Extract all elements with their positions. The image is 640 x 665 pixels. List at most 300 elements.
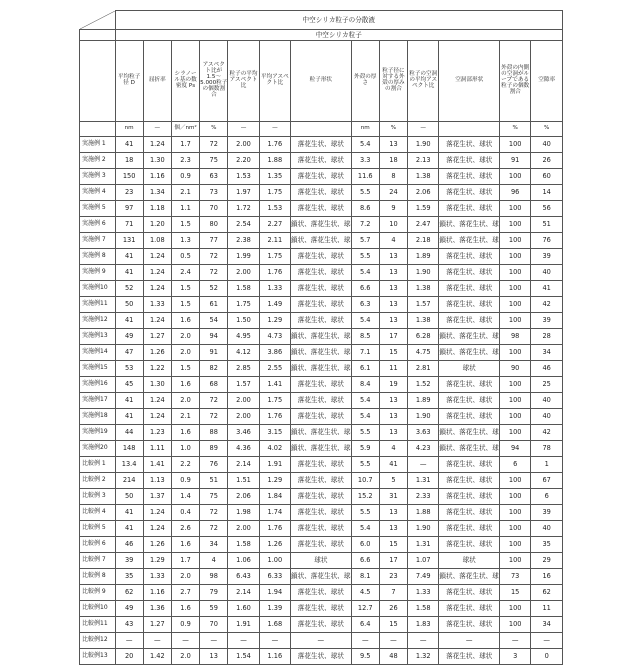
table-cell: 落花生状、球状 (439, 153, 500, 169)
row-label: 比較例 6 (80, 537, 116, 553)
table-cell: 鎖状、落花生状、球状 (291, 217, 352, 233)
table-cell: 1.16 (143, 585, 171, 601)
table-cell: 1.41 (259, 377, 290, 393)
table-cell: 80 (200, 217, 228, 233)
table-cell: 5.9 (351, 441, 379, 457)
column-unit: % (200, 122, 228, 137)
table-cell: 5.4 (351, 393, 379, 409)
table-cell: 1.59 (408, 201, 439, 217)
table-cell: — (291, 633, 352, 649)
table-row (80, 345, 563, 361)
table-row (80, 297, 563, 313)
table-cell: — (143, 633, 171, 649)
table-cell: — (408, 457, 439, 473)
table-cell: 12.7 (351, 601, 379, 617)
table-cell: 100 (500, 201, 531, 217)
table-cell: 14 (531, 185, 563, 201)
table-cell: 100 (500, 489, 531, 505)
table-cell: 2.13 (408, 153, 439, 169)
table-cell: — (171, 633, 199, 649)
table-cell: 1.5 (171, 281, 199, 297)
table-cell: 1.29 (259, 473, 290, 489)
table-cell: 5.5 (351, 185, 379, 201)
table-cell: 1.16 (143, 169, 171, 185)
table-cell: 13 (379, 137, 407, 153)
table-cell: 落花生状、球状 (439, 617, 500, 633)
column-header: 外殻の内側の空洞がループである粒子の個数割合 (500, 41, 531, 122)
table-row (80, 185, 563, 201)
column-unit (439, 122, 500, 137)
table-cell: 落花生状、球状 (291, 409, 352, 425)
column-header: アスペクト比が1.5〜5.000粒子の個数割合 (200, 41, 228, 122)
table-cell: 62 (531, 585, 563, 601)
table-row (80, 569, 563, 585)
table-cell: 1.76 (259, 409, 290, 425)
table-cell: 1.18 (143, 201, 171, 217)
table-row (80, 441, 563, 457)
table-cell: 1.24 (143, 521, 171, 537)
table-cell: 5.4 (351, 521, 379, 537)
table-cell: 6.3 (351, 297, 379, 313)
table-cell: 41 (115, 393, 143, 409)
table-cell: 10 (379, 217, 407, 233)
table-cell: 1.24 (143, 265, 171, 281)
table-cell: 72 (200, 505, 228, 521)
table-cell: 150 (115, 169, 143, 185)
table-cell: 落花生状、球状 (291, 169, 352, 185)
table-cell: 1.90 (408, 137, 439, 153)
table-cell: 6.28 (408, 329, 439, 345)
table-row (80, 393, 563, 409)
table-cell: 1.42 (143, 649, 171, 665)
row-label: 比較例12 (80, 633, 116, 649)
table-cell: 落花生状、球状 (439, 393, 500, 409)
table-cell: 45 (115, 377, 143, 393)
table-cell: 球状 (439, 553, 500, 569)
table-cell: 落花生状、球状 (291, 313, 352, 329)
row-label: 比較例 2 (80, 473, 116, 489)
table-cell: 8.4 (351, 377, 379, 393)
table-cell: 2.0 (171, 393, 199, 409)
table-cell: 29 (531, 553, 563, 569)
table-cell: 13 (379, 281, 407, 297)
row-label: 実施例 3 (80, 169, 116, 185)
table-cell: 1.83 (408, 617, 439, 633)
table-row (80, 377, 563, 393)
table-cell: 41 (115, 249, 143, 265)
table-cell: 落花生状、球状 (439, 489, 500, 505)
table-cell: 54 (200, 313, 228, 329)
table-cell: 1.76 (259, 521, 290, 537)
table-row (80, 521, 563, 537)
table-cell: 0.5 (171, 249, 199, 265)
table-cell: 61 (200, 297, 228, 313)
column-header: 屈折率 (143, 41, 171, 122)
table-cell: 1.36 (143, 601, 171, 617)
row-label: 実施例 6 (80, 217, 116, 233)
row-label: 実施例18 (80, 409, 116, 425)
corner-spacer (80, 41, 116, 122)
table-cell: 4 (379, 441, 407, 457)
table-cell: 72 (200, 249, 228, 265)
row-label: 比較例 9 (80, 585, 116, 601)
table-cell: 6 (531, 489, 563, 505)
table-cell: 落花生状、球状 (291, 617, 352, 633)
table-cell: 0.4 (171, 505, 199, 521)
table-cell: 1.53 (259, 201, 290, 217)
table-cell: 13 (379, 393, 407, 409)
table-cell: 4.73 (259, 329, 290, 345)
table-cell: 4.95 (228, 329, 259, 345)
table-cell: 1.91 (228, 617, 259, 633)
row-label: 実施例 1 (80, 137, 116, 153)
table-cell: 2.00 (228, 521, 259, 537)
table-cell: 2.0 (171, 329, 199, 345)
column-unit: nm (351, 122, 379, 137)
table-cell: 1.5 (171, 361, 199, 377)
table-cell: 球状 (291, 553, 352, 569)
corner-diagonal-cell (80, 11, 116, 30)
table-cell: 1.20 (143, 217, 171, 233)
table-cell: 100 (500, 169, 531, 185)
table-cell: 77 (200, 233, 228, 249)
table-cell: 50 (115, 489, 143, 505)
table-cell: 41 (115, 313, 143, 329)
table-cell: 15.2 (351, 489, 379, 505)
table-cell: 1.24 (143, 313, 171, 329)
table-cell: 落花生状、球状 (291, 585, 352, 601)
table-cell: 2.00 (228, 137, 259, 153)
table-cell: 11.6 (351, 169, 379, 185)
table-cell: 5.7 (351, 233, 379, 249)
table-cell: 落花生状、球状 (439, 473, 500, 489)
table-cell: 1.30 (143, 377, 171, 393)
table-cell: 13 (379, 521, 407, 537)
row-label: 実施例 4 (80, 185, 116, 201)
table-cell: 70 (200, 201, 228, 217)
table-cell: 1.32 (408, 649, 439, 665)
table-cell: 39 (531, 313, 563, 329)
table-cell: 2.27 (259, 217, 290, 233)
table-row (80, 249, 563, 265)
group-title: 中空シリカ粒子 (115, 30, 562, 41)
table-cell: 落花生状、球状 (439, 409, 500, 425)
row-label: 比較例13 (80, 649, 116, 665)
table-cell: 40 (531, 265, 563, 281)
data-table (79, 10, 563, 665)
table-row (80, 505, 563, 521)
table-cell: 2.0 (171, 569, 199, 585)
table-cell: 1.49 (259, 297, 290, 313)
table-cell: 落花生状、球状 (291, 473, 352, 489)
table-cell: 6.43 (228, 569, 259, 585)
table-cell: 1.24 (143, 281, 171, 297)
table-cell: 1.58 (408, 601, 439, 617)
column-unit: 個／nm² (171, 122, 199, 137)
table-cell: 落花生状、球状 (291, 505, 352, 521)
table-cell: 2.06 (228, 489, 259, 505)
table-cell: 落花生状、球状 (439, 137, 500, 153)
column-unit: % (500, 122, 531, 137)
table-cell: 6.4 (351, 617, 379, 633)
row-label: 比較例 1 (80, 457, 116, 473)
table-cell: 1.27 (143, 329, 171, 345)
table-cell: 34 (531, 345, 563, 361)
table-cell: 1.26 (143, 345, 171, 361)
table-row (80, 601, 563, 617)
table-cell: 球状 (439, 361, 500, 377)
table-cell: 100 (500, 473, 531, 489)
table-cell: 15 (379, 617, 407, 633)
table-cell: 2.85 (228, 361, 259, 377)
column-unit: nm (115, 122, 143, 137)
table-cell: 鎖状、落花生状、球状 (291, 425, 352, 441)
table-cell: 23 (379, 569, 407, 585)
table-cell: 96 (500, 185, 531, 201)
table-cell: — (531, 633, 563, 649)
table-cell: 落花生状、球状 (291, 457, 352, 473)
table-cell: 1.23 (143, 425, 171, 441)
table-cell: 6 (500, 457, 531, 473)
table-cell: 落花生状、球状 (439, 649, 500, 665)
table-cell: 100 (500, 137, 531, 153)
table-cell: 2.54 (228, 217, 259, 233)
row-label: 実施例15 (80, 361, 116, 377)
table-row (80, 617, 563, 633)
table-cell: 88 (200, 425, 228, 441)
table-cell: 1.53 (228, 169, 259, 185)
table-cell: 100 (500, 265, 531, 281)
table-cell: 17 (379, 553, 407, 569)
table-cell: 鎖状、落花生状、球状 (439, 329, 500, 345)
table-cell: 落花生状、球状 (291, 649, 352, 665)
table-cell: 落花生状、球状 (291, 601, 352, 617)
table-cell: 2.18 (408, 233, 439, 249)
table-cell: 5.4 (351, 265, 379, 281)
table-cell: 94 (500, 441, 531, 457)
table-cell: 4.36 (228, 441, 259, 457)
table-cell: 13 (379, 409, 407, 425)
table-cell: 1.57 (408, 297, 439, 313)
row-label: 比較例11 (80, 617, 116, 633)
table-cell: 1.33 (259, 281, 290, 297)
table-cell: 1.75 (259, 249, 290, 265)
row-label: 実施例 9 (80, 265, 116, 281)
table-cell: 2.00 (228, 265, 259, 281)
table-cell: 1.26 (259, 537, 290, 553)
table-cell: 1.5 (171, 217, 199, 233)
table-cell: 7 (379, 585, 407, 601)
table-row (80, 313, 563, 329)
table-cell: 鎖状、落花生状、球状 (439, 217, 500, 233)
table-cell: 100 (500, 601, 531, 617)
table-cell: 4.12 (228, 345, 259, 361)
table-cell: 3.3 (351, 153, 379, 169)
corner-spacer (80, 122, 116, 137)
table-cell: 落花生状、球状 (439, 169, 500, 185)
table-cell: 1.00 (259, 553, 290, 569)
table-cell: 2.20 (228, 153, 259, 169)
table-cell: 15 (379, 537, 407, 553)
row-label: 実施例16 (80, 377, 116, 393)
table-cell: 2.81 (408, 361, 439, 377)
table-cell: 100 (500, 217, 531, 233)
table-cell: 1.75 (228, 297, 259, 313)
table-cell: 5.5 (351, 505, 379, 521)
table-cell: 落花生状、球状 (291, 393, 352, 409)
table-row (80, 265, 563, 281)
table-cell: 41 (379, 457, 407, 473)
table-cell: — (408, 633, 439, 649)
table-row (80, 649, 563, 665)
column-header: 粒子の平均アスペクト比 (228, 41, 259, 122)
table-cell: 39 (531, 249, 563, 265)
table-cell: 1.1 (171, 201, 199, 217)
table-row (80, 457, 563, 473)
table-cell: 2.2 (171, 457, 199, 473)
table-cell: 1.29 (259, 313, 290, 329)
table-cell: 0.9 (171, 473, 199, 489)
table-cell: 41 (115, 505, 143, 521)
table-cell: 2.0 (171, 345, 199, 361)
row-label: 実施例19 (80, 425, 116, 441)
table-cell: 1.76 (259, 265, 290, 281)
table-cell: 72 (200, 409, 228, 425)
table-cell: 1.11 (143, 441, 171, 457)
table-cell: 1.34 (143, 185, 171, 201)
table-cell: 1.58 (228, 537, 259, 553)
table-cell: 1.4 (171, 489, 199, 505)
table-cell: 落花生状、球状 (439, 585, 500, 601)
table-cell: 1.74 (259, 505, 290, 521)
column-header: 空洞部形状 (439, 41, 500, 122)
table-cell: 7.2 (351, 217, 379, 233)
table-cell: 79 (200, 585, 228, 601)
table-cell: 1.6 (171, 601, 199, 617)
table-cell: 落花生状、球状 (439, 537, 500, 553)
row-label: 比較例 5 (80, 521, 116, 537)
table-cell: 1.6 (171, 537, 199, 553)
table-cell: 11 (531, 601, 563, 617)
table-cell: 100 (500, 553, 531, 569)
table-row (80, 537, 563, 553)
table-cell: 72 (200, 393, 228, 409)
table-cell: 5.5 (351, 457, 379, 473)
table-cell: 15 (500, 585, 531, 601)
table-cell: 148 (115, 441, 143, 457)
table-cell: 39 (531, 505, 563, 521)
table-cell: 47 (115, 345, 143, 361)
table-cell: 34 (531, 617, 563, 633)
table-cell: 76 (531, 233, 563, 249)
table-cell: 1.97 (228, 185, 259, 201)
table-cell: 23 (115, 185, 143, 201)
table-cell: 1.24 (143, 393, 171, 409)
table-cell: 1.33 (143, 569, 171, 585)
table-cell: 1.58 (228, 281, 259, 297)
table-cell: 26 (531, 153, 563, 169)
table-cell: 40 (531, 409, 563, 425)
table-cell: — (228, 633, 259, 649)
table-row (80, 409, 563, 425)
table-cell: — (351, 633, 379, 649)
table-cell: 100 (500, 249, 531, 265)
table-cell: 1.84 (259, 489, 290, 505)
table-cell: 100 (500, 617, 531, 633)
table-cell: 1.98 (228, 505, 259, 521)
table-cell: 1.08 (143, 233, 171, 249)
table-cell: 46 (531, 361, 563, 377)
table-cell: 24 (379, 185, 407, 201)
table-row (80, 489, 563, 505)
table-cell: 0 (531, 649, 563, 665)
table-cell: 落花生状、球状 (439, 201, 500, 217)
table-cell: 鎖状、落花生状、球状 (439, 425, 500, 441)
table-cell: 1.94 (259, 585, 290, 601)
table-cell: 1.24 (143, 409, 171, 425)
table-cell: 1.37 (143, 489, 171, 505)
table-cell: 2.11 (259, 233, 290, 249)
table-cell: 4.02 (259, 441, 290, 457)
table-cell: 1.33 (143, 297, 171, 313)
table-cell: 19 (379, 377, 407, 393)
table-cell: 52 (115, 281, 143, 297)
table-cell: 落花生状、球状 (291, 185, 352, 201)
row-label: 実施例10 (80, 281, 116, 297)
table-cell: 1.6 (171, 313, 199, 329)
row-label: 実施例 7 (80, 233, 116, 249)
table-cell: 20 (115, 649, 143, 665)
table-cell: 1.5 (171, 297, 199, 313)
table-cell: 100 (500, 409, 531, 425)
table-cell: 1 (531, 457, 563, 473)
row-label: 比較例10 (80, 601, 116, 617)
table-cell: 11 (379, 361, 407, 377)
table-cell: 13 (379, 425, 407, 441)
table-cell: 2.14 (228, 585, 259, 601)
table-cell: 1.26 (143, 537, 171, 553)
table-cell: 8 (379, 169, 407, 185)
table-cell: 51 (531, 217, 563, 233)
table-cell: 落花生状、球状 (439, 313, 500, 329)
table-cell: 1.0 (171, 441, 199, 457)
table-cell: 9 (379, 201, 407, 217)
table-cell: 1.31 (408, 473, 439, 489)
row-label: 実施例 5 (80, 201, 116, 217)
table-cell: 18 (379, 153, 407, 169)
table-cell: 4 (200, 553, 228, 569)
table-cell: 落花生状、球状 (439, 457, 500, 473)
table-cell: 41 (115, 521, 143, 537)
table-cell: 2.00 (228, 409, 259, 425)
table-cell: 落花生状、球状 (291, 137, 352, 153)
table-cell: 1.38 (408, 281, 439, 297)
table-row (80, 217, 563, 233)
table-cell: 1.31 (408, 537, 439, 553)
table-cell: 1.90 (408, 521, 439, 537)
table-row (80, 633, 563, 649)
table-cell: 2.47 (408, 217, 439, 233)
table-cell: 1.75 (259, 393, 290, 409)
table-cell: 17 (379, 329, 407, 345)
table-cell: 131 (115, 233, 143, 249)
table-cell: 落花生状、球状 (291, 537, 352, 553)
table-cell: 1.24 (143, 249, 171, 265)
table-cell: 3 (500, 649, 531, 665)
table-cell: 2.38 (228, 233, 259, 249)
table-cell: 41 (531, 281, 563, 297)
table-cell: — (259, 633, 290, 649)
